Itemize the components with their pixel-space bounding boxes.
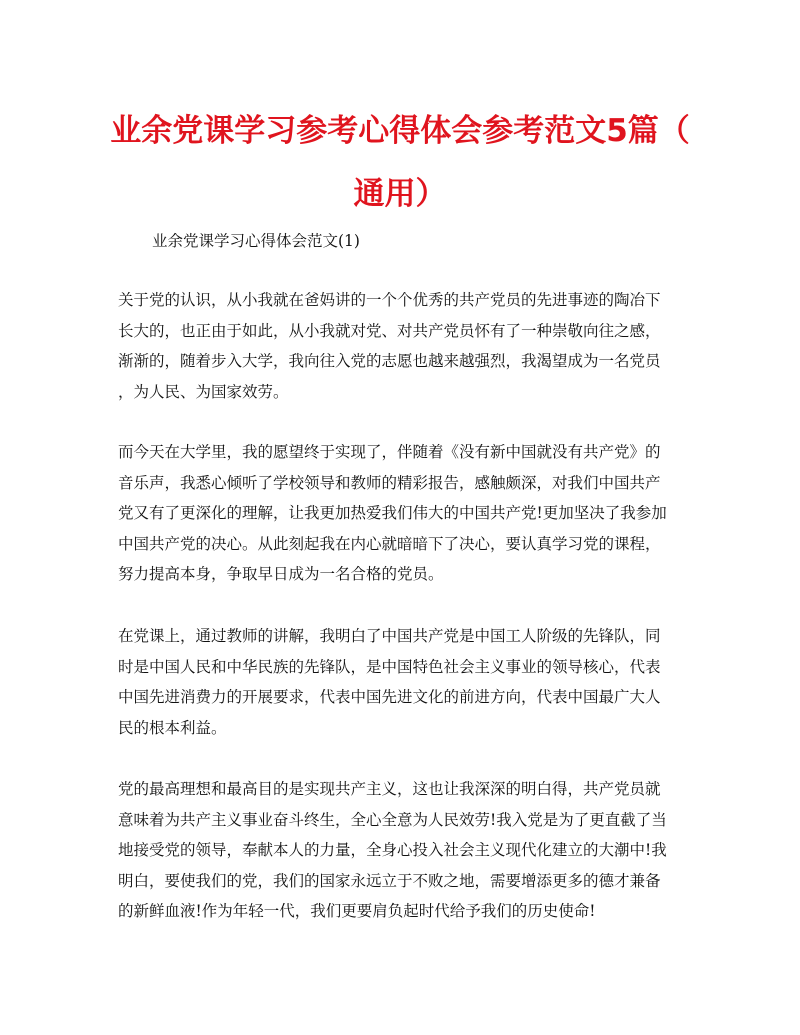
paragraph-line: 地接受党的领导，奉献本人的力量，全身心投入社会主义现代化建立的大潮中!我 xyxy=(118,841,667,859)
paragraph-2 xyxy=(118,437,684,590)
paragraph-line: 党又有了更深化的理解，让我更加热爱我们伟大的中国共产党!更加坚决了我参加 xyxy=(118,504,667,522)
paragraph-line: 民的根本利益。 xyxy=(118,718,227,737)
paragraph-line: 中国共产党的决心。从此刻起我在内心就暗暗下了决心，要认真学习党的课程， xyxy=(118,534,661,553)
paragraph-line: 党的最高理想和最高目的是实现共产主义，这也让我深深的明白得，共产党员就 xyxy=(118,780,661,798)
paragraph-line: 长大的，也正由于如此，从小我就对党、对共产党员怀有了一种崇敬向往之感， xyxy=(118,321,661,340)
paragraph-line: 明白，要使我们的党，我们的国家永远立于不败之地，需要增添更多的德才兼备 xyxy=(118,871,661,890)
paragraph-line: ，为人民、为国家效劳。 xyxy=(118,382,289,401)
paragraph-3 xyxy=(118,621,684,743)
paragraph-line: 而今天在大学里，我的愿望终于实现了，伴随着《没有新中国就没有共产党》的 xyxy=(118,443,661,461)
paragraph-line: 努力提高本身，争取早日成为一名合格的党员。 xyxy=(118,565,444,583)
paragraph-line: 音乐声，我悉心倾听了学校领导和教师的精彩报告，感触颇深，对我们中国共产 xyxy=(118,473,661,492)
paragraph-line: 的新鲜血液!作为年轻一代，我们更要肩负起时代给予我们的历史使命! xyxy=(118,902,596,920)
paragraph-line: 关于党的认识，从小我就在爸妈讲的一个个优秀的共产党员的先进事迹的陶冶下 xyxy=(118,291,661,309)
paragraph-line: 渐渐的，随着步入大学，我向往入党的志愿也越来越强烈，我渴望成为一名党员 xyxy=(118,352,661,370)
document-title-line-1: 业余党课学习参考心得体会参考范文5篇（ xyxy=(110,113,690,149)
paragraph-line: 在党课上，通过教师的讲解，我明白了中国共产党是中国工人阶级的先锋队，同 xyxy=(118,627,661,645)
paragraph-line: 中国先进消费力的开展要求，代表中国先进文化的前进方向，代表中国最广大人 xyxy=(118,688,661,706)
section-subtitle: 业余党课学习心得体会范文(1) xyxy=(152,232,360,250)
document-title-line-2: 通用） xyxy=(353,176,447,212)
paragraph-line: 意味着为共产主义事业奋斗终生，全心全意为人民效劳!我入党是为了更直截了当 xyxy=(118,810,667,829)
paragraph-4 xyxy=(118,774,684,927)
paragraph-line: 时是中国人民和中华民族的先锋队，是中国特色社会主义事业的领导核心，代表 xyxy=(118,657,661,676)
paragraph-1 xyxy=(118,285,684,407)
